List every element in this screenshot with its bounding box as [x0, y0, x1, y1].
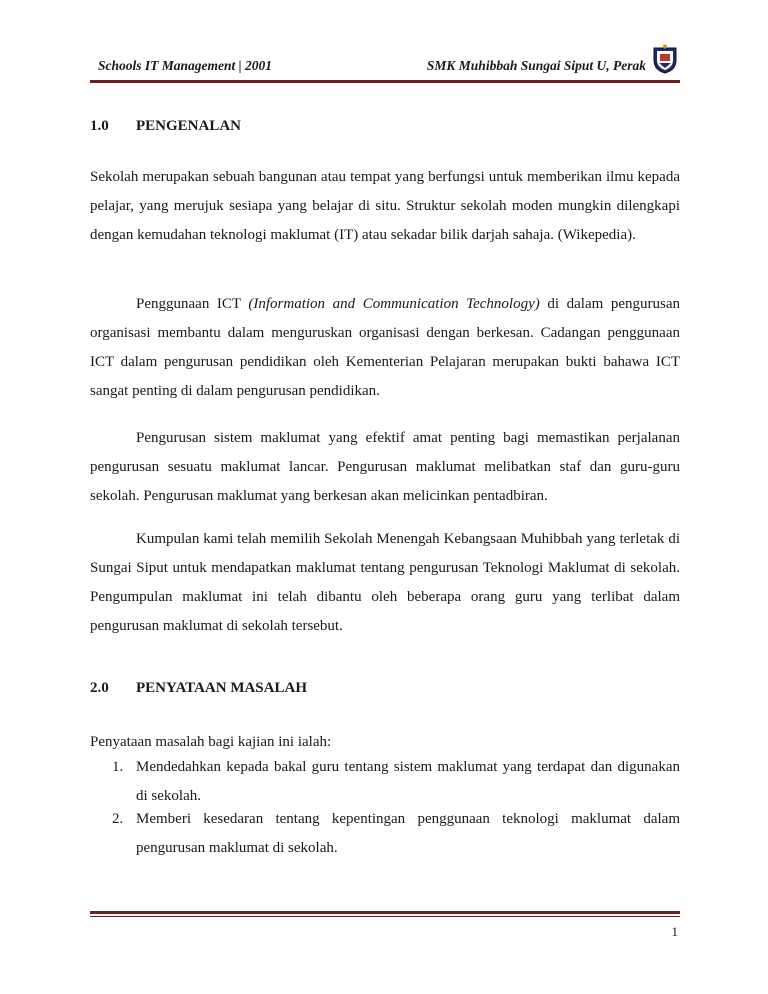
- header-rule: [90, 80, 680, 83]
- list-marker: 1.: [112, 759, 124, 775]
- list-marker: 2.: [112, 811, 124, 827]
- paragraph-4: Kumpulan kami telah memilih Sekolah Menengah Kebangsaan Muhibbah yang terletak di Sungai Siput untuk mendapatkan maklumat tentang pengurusan Teknologi Maklumat di sekolah. Pengumpulan maklumat ini telah dibantu oleh beberapa orang guru yang terlibat dalam pengurusan maklumat di sekolah tersebut.: [90, 531, 680, 634]
- section2-intro: Penyataan masalah bagi kajian ini ialah:: [90, 734, 332, 750]
- paragraph-2-rest: di dalam pengurusan organisasi membantu dalam menguruskan organisasi dengan berkesan. Cadangan penggunaan ICT dalam pengurusan pendidikan oleh Kementerian Pelajaran merupakan bukti bahawa ICT sangat penting di dalam pengurusan pendidikan.: [90, 296, 681, 399]
- section2-title: PENYATAAN MASALAH: [136, 680, 307, 696]
- footer-rule-thin: [90, 916, 680, 917]
- list-item: [112, 753, 680, 811]
- header-right-text: SMK Muhibbah Sungai Siput U, Perak: [426, 58, 646, 73]
- page-header: [90, 50, 680, 80]
- section1-title: PENGENALAN: [136, 118, 242, 134]
- paragraph-2: [90, 290, 680, 406]
- paragraph-1: Sekolah merupakan sebuah bangunan atau tempat yang berfungsi untuk memberikan ilmu kepada pelajar, yang merujuk sesiapa yang belajar di situ. Struktur sekolah moden mungkin dilengkapi dengan kemudahan teknologi maklumat (IT) atau sekadar bilik darjah sahaja. (Wikepedia).: [90, 169, 680, 243]
- list-item-text: Memberi kesedaran tentang kepentingan penggunaan teknologi maklumat dalam pengurusan maklumat di sekolah.: [136, 811, 680, 856]
- list-item: [112, 805, 680, 863]
- school-crest-icon: [652, 44, 678, 74]
- section2-number: 2.0: [90, 680, 109, 696]
- paragraph-2-start: Penggunaan ICT: [136, 296, 249, 312]
- section1-number: 1.0: [90, 118, 109, 134]
- footer-rule-thick: [90, 911, 680, 914]
- paragraph-2-italic: (Information and Communication Technology): [248, 296, 540, 312]
- list-item-text: Mendedahkan kepada bakal guru tentang sistem maklumat yang terdapat dan digunakan di sekolah.: [136, 759, 680, 804]
- header-left-text: Schools IT Management | 2001: [98, 58, 272, 73]
- paragraph-3: Pengurusan sistem maklumat yang efektif amat penting bagi memastikan perjalanan pengurusan sesuatu maklumat lancar. Pengurusan maklumat melibatkan staf dan guru-guru sekolah. Pengurusan maklumat yang berkesan akan melicinkan pentadbiran.: [90, 430, 680, 504]
- page-number: 1: [671, 924, 678, 939]
